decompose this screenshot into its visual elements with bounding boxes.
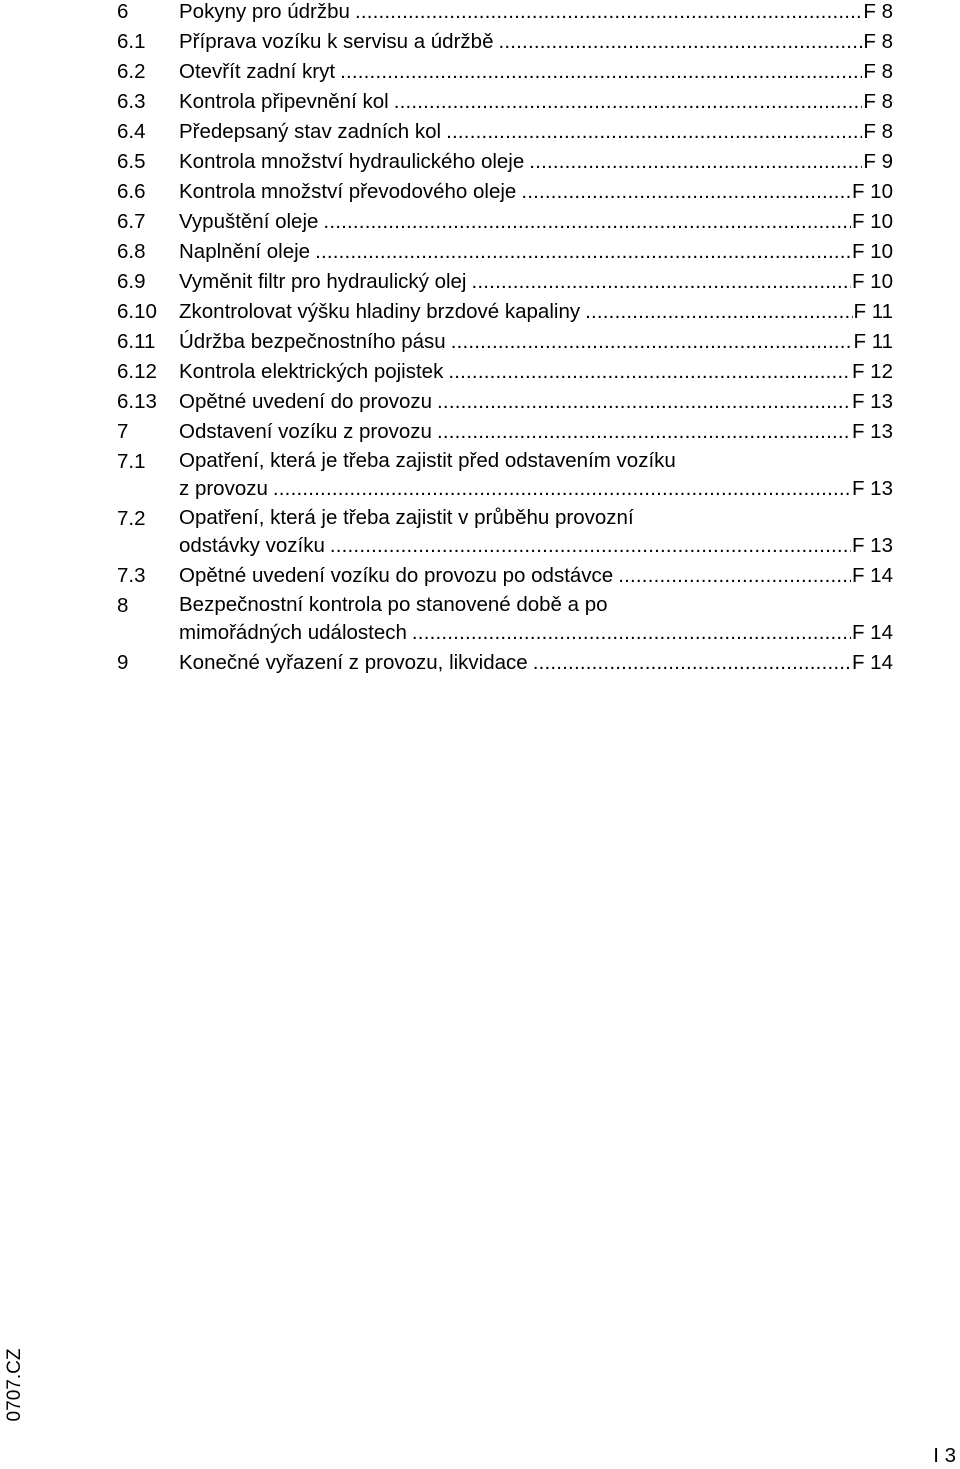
- toc-entry-number: 6.8: [117, 240, 146, 263]
- toc-entry-line: [179, 117, 893, 147]
- toc-entry-number: 6.10: [117, 300, 157, 323]
- toc-entry-line: [179, 297, 893, 327]
- toc-entry[interactable]: [117, 648, 893, 678]
- toc-entry-page: F 12: [851, 360, 893, 383]
- toc-entry-page: F 14: [851, 621, 893, 644]
- toc-entry-page: F 13: [851, 477, 893, 500]
- toc-entry-number: 6.3: [117, 90, 146, 113]
- toc-dot-leader: [437, 387, 851, 417]
- toc-dot-leader: [529, 147, 862, 177]
- toc-entry-line: [179, 387, 893, 417]
- toc-entry-line: [179, 561, 893, 591]
- toc-entry[interactable]: [117, 417, 893, 447]
- toc-entry-title: Opětné uvedení do provozu: [179, 390, 433, 413]
- toc-entry-title-line: Bezpečnostní kontrola po stanovené době a po: [179, 593, 608, 616]
- toc-dot-leader: [355, 0, 862, 27]
- toc-entry-title: Naplnění oleje: [179, 240, 311, 263]
- toc-entry-page: F 10: [851, 210, 893, 233]
- toc-entry-title: z provozu: [179, 477, 268, 500]
- toc-entry[interactable]: [117, 357, 893, 387]
- toc-entry[interactable]: [117, 561, 893, 591]
- toc-dot-leader: [437, 417, 851, 447]
- toc-entry-page: F 11: [853, 300, 893, 323]
- toc-dot-leader: [394, 87, 863, 117]
- document-code-text: 0707.CZ: [4, 1348, 25, 1422]
- toc-entry-title: Kontrola množství převodového oleje: [179, 180, 517, 203]
- toc-dot-leader: [521, 177, 851, 207]
- toc-entry[interactable]: [117, 207, 893, 237]
- toc-entry[interactable]: [117, 237, 893, 267]
- toc-entry-line: [179, 648, 893, 678]
- toc-entry-number: 7.2: [117, 507, 146, 530]
- toc-dot-leader: [315, 237, 851, 267]
- toc-entry-page: F 8: [863, 60, 893, 83]
- toc-entry-page: F 8: [863, 90, 893, 113]
- toc-entry-body: [179, 504, 893, 561]
- toc-entry-line: [179, 177, 893, 207]
- toc-entry[interactable]: [117, 591, 893, 648]
- toc-entry-body: [179, 357, 893, 387]
- toc-entry-page: F 14: [851, 564, 893, 587]
- toc-entry[interactable]: [117, 447, 893, 504]
- toc-entry[interactable]: [117, 87, 893, 117]
- toc-entry-line: [179, 618, 893, 648]
- toc-entry[interactable]: [117, 117, 893, 147]
- toc-entry[interactable]: [117, 297, 893, 327]
- toc-entry-page: F 10: [851, 270, 893, 293]
- toc-entry-number: 6.12: [117, 360, 157, 383]
- document-code: [0, 1340, 30, 1430]
- toc-entry-body: [179, 591, 893, 648]
- toc-entry-body: [179, 648, 893, 678]
- toc-entry-line: [179, 327, 893, 357]
- toc-entry-title: mimořádných událostech: [179, 621, 407, 644]
- toc-entry-page: F 9: [863, 150, 893, 173]
- toc-entry-title: Kontrola množství hydraulického oleje: [179, 150, 525, 173]
- toc-entry[interactable]: [117, 327, 893, 357]
- toc-entry-line: [179, 357, 893, 387]
- toc-entry-title-line: Opatření, která je třeba zajistit v průběhu provozní: [179, 506, 634, 529]
- toc-entry-line: [179, 27, 893, 57]
- toc-entry-number: 6.13: [117, 390, 157, 413]
- toc-entry-page: F 10: [851, 240, 893, 263]
- toc-entry-line: [179, 237, 893, 267]
- toc-entry-line: [179, 147, 893, 177]
- toc-entry-number: 6: [117, 0, 129, 23]
- toc-entry[interactable]: [117, 0, 893, 27]
- toc-entry-title: Otevřít zadní kryt: [179, 60, 336, 83]
- toc-entry[interactable]: [117, 57, 893, 87]
- toc-entry-title-line: Opatření, která je třeba zajistit před odstavením vozíku: [179, 449, 676, 472]
- toc-dot-leader: [323, 207, 851, 237]
- toc-entry-title: Předepsaný stav zadních kol: [179, 120, 442, 143]
- toc-dot-leader: [446, 117, 862, 147]
- toc-entry-page: F 11: [853, 330, 893, 353]
- toc-entry[interactable]: [117, 267, 893, 297]
- toc-entry-line: [179, 87, 893, 117]
- toc-dot-leader: [273, 474, 851, 504]
- toc-dot-leader: [533, 648, 851, 678]
- toc-entry-line: [179, 474, 893, 504]
- toc-dot-leader: [451, 327, 853, 357]
- toc-entry-body: [179, 57, 893, 87]
- toc-entry-page: F 8: [863, 0, 893, 23]
- page-number: I 3: [933, 1444, 956, 1467]
- toc-entry-title: Odstavení vozíku z provozu: [179, 420, 432, 443]
- toc-entry-body: [179, 297, 893, 327]
- toc-entry-page: F 8: [863, 120, 893, 143]
- toc-entry-body: [179, 207, 893, 237]
- toc-entry-body: [179, 417, 893, 447]
- toc-entry-line: [179, 0, 893, 27]
- toc-dot-leader: [340, 57, 862, 87]
- toc-entry-page: F 8: [863, 30, 893, 53]
- toc-entry-number: 6.5: [117, 150, 146, 173]
- toc-entry-line: [179, 57, 893, 87]
- toc-entry-title: Vyměnit filtr pro hydraulický olej: [179, 270, 467, 293]
- toc-entry-body: [179, 27, 893, 57]
- toc-entry-title: Kontrola elektrických pojistek: [179, 360, 444, 383]
- toc-entry-title: Zkontrolovat výšku hladiny brzdové kapaliny: [179, 300, 581, 323]
- toc-entry-number: 7.3: [117, 564, 146, 587]
- toc-entry-body: [179, 561, 893, 591]
- toc-entry-line: [179, 207, 893, 237]
- toc-entry-number: 6.4: [117, 120, 146, 143]
- toc-entry-page: F 13: [851, 420, 893, 443]
- toc-entry-number: 6.6: [117, 180, 146, 203]
- toc-entry-title: Opětné uvedení vozíku do provozu po odstávce: [179, 564, 614, 587]
- toc-entry-title: Příprava vozíku k servisu a údržbě: [179, 30, 494, 53]
- toc-entry-page: F 13: [851, 534, 893, 557]
- toc-dot-leader: [585, 297, 852, 327]
- toc-entry-number: 6.7: [117, 210, 146, 233]
- toc-dot-leader: [618, 561, 851, 591]
- toc-dot-leader: [498, 27, 862, 57]
- toc-entry-body: [179, 177, 893, 207]
- toc-entry-body: [179, 447, 893, 504]
- toc-dot-leader: [448, 357, 851, 387]
- toc-entry-line: [179, 417, 893, 447]
- toc-entry-body: [179, 387, 893, 417]
- toc-entry-page: F 14: [851, 651, 893, 674]
- toc-entry-number: 7: [117, 420, 129, 443]
- toc-entry-body: [179, 87, 893, 117]
- toc-entry-title: odstávky vozíku: [179, 534, 325, 557]
- toc-entry-number: 6.11: [117, 330, 156, 353]
- toc-entry-body: [179, 117, 893, 147]
- toc-entry-title: Pokyny pro údržbu: [179, 0, 350, 23]
- toc-entry-number: 6.1: [117, 30, 146, 53]
- toc-entry-body: [179, 267, 893, 297]
- toc-entry-page: F 13: [851, 390, 893, 413]
- toc-entry-number: 6.2: [117, 60, 146, 83]
- toc-entry-line: [179, 531, 893, 561]
- toc-entry-number: 9: [117, 651, 129, 674]
- toc-entry-body: [179, 327, 893, 357]
- toc-entry-body: [179, 0, 893, 27]
- toc-entry-number: 6.9: [117, 270, 146, 293]
- toc-entry-title: Údržba bezpečnostního pásu: [179, 330, 446, 353]
- toc-dot-leader: [471, 267, 850, 297]
- toc-entry-title: Vypuštění oleje: [179, 210, 319, 233]
- toc-entry-page: F 10: [851, 180, 893, 203]
- toc-entry[interactable]: [117, 27, 893, 57]
- table-of-contents: [117, 0, 893, 678]
- toc-entry-line: [179, 267, 893, 297]
- toc-entry-title: Konečné vyřazení z provozu, likvidace: [179, 651, 528, 674]
- toc-entry[interactable]: [117, 387, 893, 417]
- toc-entry-number: 7.1: [117, 450, 146, 473]
- toc-entry[interactable]: [117, 147, 893, 177]
- toc-entry[interactable]: [117, 504, 893, 561]
- toc-entry[interactable]: [117, 177, 893, 207]
- toc-entry-number: 8: [117, 594, 129, 617]
- toc-dot-leader: [330, 531, 851, 561]
- toc-entry-body: [179, 147, 893, 177]
- toc-entry-title: Kontrola připevnění kol: [179, 90, 389, 113]
- toc-dot-leader: [412, 618, 851, 648]
- toc-entry-body: [179, 237, 893, 267]
